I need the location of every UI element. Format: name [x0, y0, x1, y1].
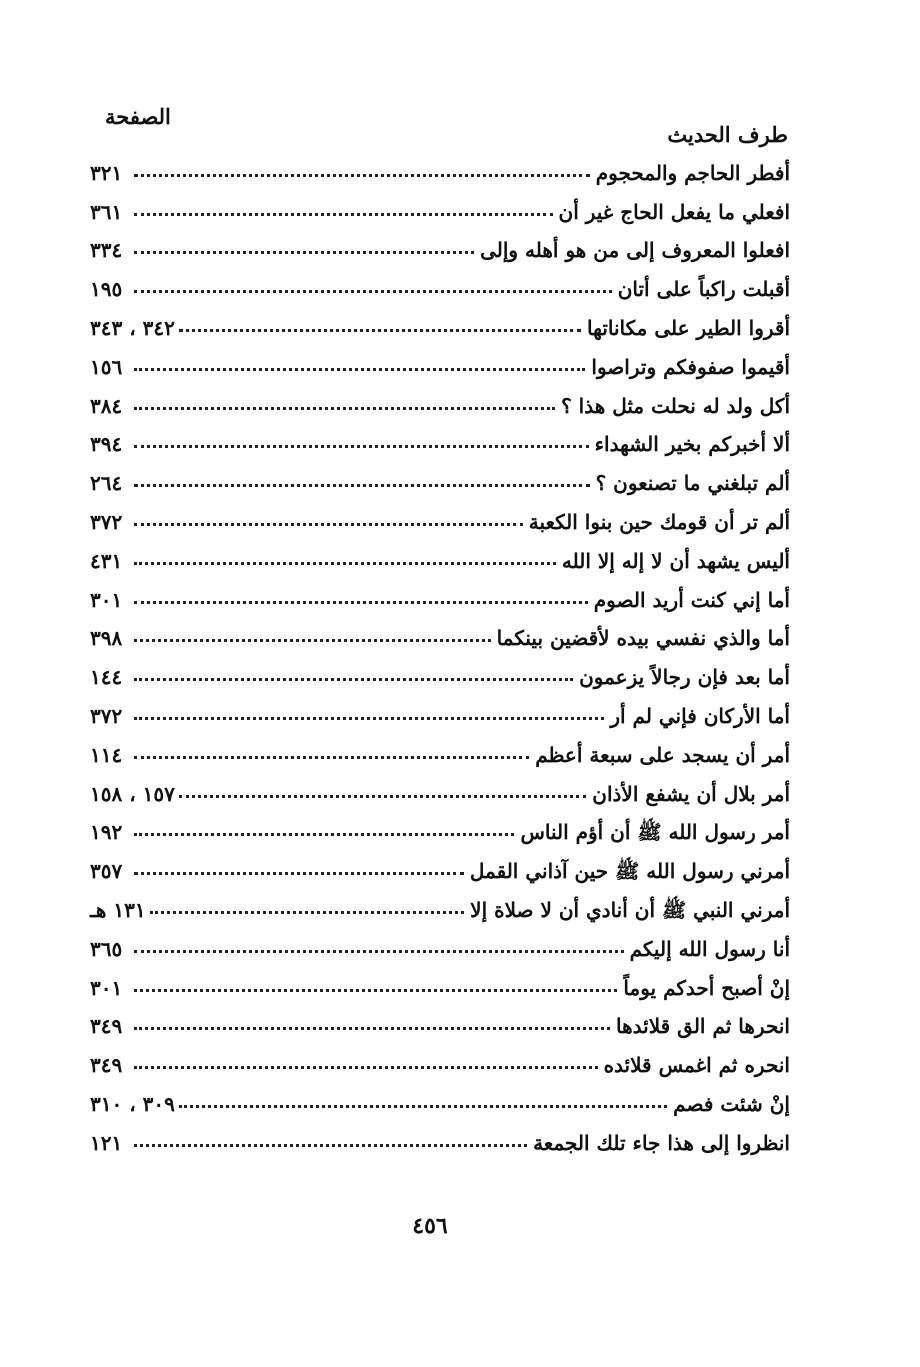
entry-page: ١١٤ [90, 742, 123, 767]
page-column-header: الصفحة [105, 104, 171, 129]
leader-dots [134, 639, 491, 642]
index-entry [90, 689, 790, 728]
entry-text: افعلي ما يفعل الحاج غير أن [558, 199, 790, 224]
leader-dots [134, 484, 590, 487]
leader-dots [134, 562, 556, 565]
entry-text: أما إني كنت أريد الصوم [593, 587, 790, 612]
hadith-column-header: طرف الحديث [667, 122, 788, 147]
leader-dots [150, 911, 465, 914]
index-entry [90, 728, 790, 767]
index-entry [90, 612, 790, 651]
entry-page: ١٢١ [90, 1130, 123, 1155]
leader-dots [134, 174, 590, 177]
entry-text: أما الأركان فإني لم أر [610, 703, 790, 728]
entry-text: انحرها ثم الق قلائدها [615, 1014, 790, 1039]
entry-text: انظروا إلى هذا جاء تلك الجمعة [533, 1130, 790, 1155]
index-entry [90, 456, 790, 495]
index-entry [90, 146, 790, 185]
index-entry [90, 1116, 790, 1155]
entry-page: ١٩٥ [90, 277, 123, 302]
entry-page: ٣٠٩ ، ٣١٠ [90, 1091, 175, 1116]
leader-dots [134, 251, 474, 254]
leader-dots [134, 678, 573, 681]
index-entry [90, 1000, 790, 1039]
entry-page: ١٣١ هـ [90, 897, 146, 922]
index-entry [90, 534, 790, 573]
entry-page: ٣٣٤ [90, 238, 123, 263]
entry-page: ١٥٧ ، ١٥٨ [90, 781, 175, 806]
entry-page: ٣٧٢ [90, 703, 123, 728]
entry-text: أنا رسول الله إليكم [629, 936, 790, 961]
index-entry [90, 418, 790, 457]
index-entry [90, 224, 790, 263]
entry-text: أمر بلال أن يشفع الأذان [592, 781, 790, 806]
entry-text: أكل ولد له نحلت مثل هذا ؟ [561, 393, 790, 418]
index-entry [90, 262, 790, 301]
leader-dots [134, 523, 523, 526]
entry-text: ألم تبلغني ما تصنعون ؟ [595, 471, 790, 496]
leader-dots [134, 290, 612, 293]
index-entry [90, 573, 790, 612]
leader-dots [134, 872, 464, 875]
entry-page: ١٩٢ [90, 820, 123, 845]
index-entry [90, 961, 790, 1000]
entry-page: ٣٤٢ ، ٣٤٣ [90, 315, 175, 340]
entry-page: ٣٤٩ [90, 1053, 123, 1078]
entry-text: أمر رسول الله ﷺ أن أؤم الناس [520, 820, 790, 845]
entry-text: أفطر الحاجم والمحجوم [595, 160, 790, 185]
index-entry [90, 650, 790, 689]
entry-text: أليس يشهد أن لا إله إلا الله [561, 548, 790, 573]
leader-dots [134, 407, 555, 410]
entry-page: ٣٢١ [90, 160, 123, 185]
entry-page: ١٥٦ [90, 354, 123, 379]
entry-text: افعلوا المعروف إلى من هو أهله وإلى [480, 238, 790, 263]
entry-page: ٣٠١ [90, 975, 123, 1000]
entry-page: ٣٦١ [90, 199, 123, 224]
leader-dots [134, 1144, 527, 1147]
leader-dots [134, 1027, 610, 1030]
entry-text: أقبلت راكباً على أتان [617, 277, 790, 302]
entry-page: ٣٦٥ [90, 936, 123, 961]
entry-page: ٣٠١ [90, 587, 123, 612]
leader-dots [134, 717, 604, 720]
leader-dots [134, 989, 617, 992]
index-entry [90, 1038, 790, 1077]
entry-text: انحره ثم اغمس قلائده [603, 1053, 790, 1078]
entry-page: ١٤٤ [90, 665, 123, 690]
index-entry [90, 883, 790, 922]
index-entry [90, 495, 790, 534]
entry-text: ألا أخبركم بخير الشهداء [594, 432, 790, 457]
index-entry [90, 185, 790, 224]
entry-text: أما والذي نفسي بيده لأقضين بينكما [496, 626, 790, 651]
index-entry [90, 767, 790, 806]
leader-dots [134, 1066, 598, 1069]
index-entry [90, 340, 790, 379]
entry-page: ٣٧٢ [90, 509, 123, 534]
entry-text: أمرني النبي ﷺ أن أنادي أن لا صلاة إلا [470, 897, 790, 922]
entry-text: إنْ أصبح أحدكم يوماً [623, 975, 790, 1000]
index-entry [90, 844, 790, 883]
entry-text: أمر أن يسجد على سبعة أعظم [535, 742, 790, 767]
leader-dots [134, 950, 624, 953]
leader-dots [179, 795, 586, 798]
entry-page: ٣٩٨ [90, 626, 123, 651]
page-number: ٤٥٦ [412, 1213, 448, 1239]
leader-dots [179, 329, 581, 332]
entry-text: ألم تر أن قومك حين بنوا الكعبة [528, 509, 790, 534]
entry-page: ٣٤٩ [90, 1014, 123, 1039]
leader-dots [134, 368, 585, 371]
leader-dots [134, 445, 589, 448]
index-entry [90, 806, 790, 845]
entry-page: ٤٣١ [90, 548, 123, 573]
leader-dots [134, 756, 529, 759]
entry-text: إنْ شئت فصم [673, 1091, 790, 1116]
entry-text: أما بعد فإن رجالاً يزعمون [579, 665, 790, 690]
index-entry [90, 379, 790, 418]
entry-page: ٣٩٤ [90, 432, 123, 457]
entry-page: ٣٨٤ [90, 393, 123, 418]
entry-page: ٢٦٤ [90, 471, 123, 496]
entry-text: أقروا الطير على مكاناتها [587, 315, 790, 340]
entry-text: أمرني رسول الله ﷺ حين آذاني القمل [469, 859, 790, 884]
entry-text: أقيموا صفوفكم وتراصوا [591, 354, 790, 379]
leader-dots [134, 601, 588, 604]
leader-dots [134, 213, 553, 216]
leader-dots [134, 833, 514, 836]
index-entry [90, 1077, 790, 1116]
index-entries [90, 146, 790, 1155]
index-entry [90, 922, 790, 961]
entry-page: ٣٥٧ [90, 859, 123, 884]
index-entry [90, 301, 790, 340]
leader-dots [179, 1105, 667, 1108]
